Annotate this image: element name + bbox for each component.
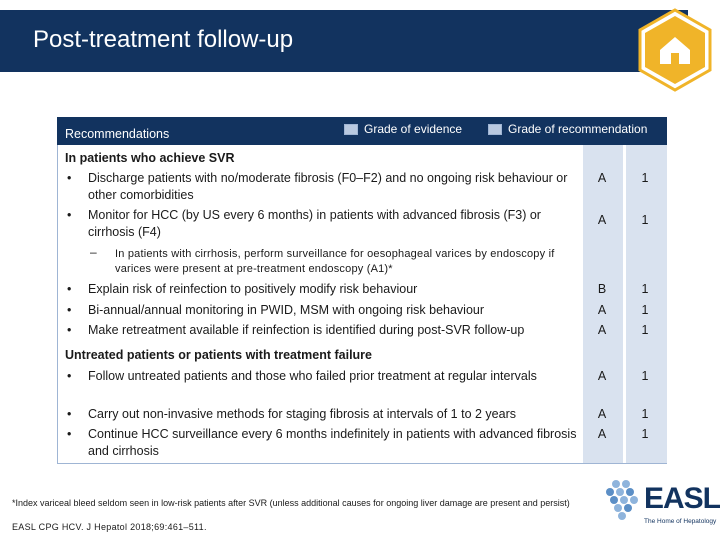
bullet: • — [67, 427, 72, 441]
bullet: • — [67, 208, 72, 222]
list-item: Make retreatment available if reinfection is identified during post-SVR follow-up — [88, 323, 525, 337]
home-icon[interactable] — [638, 8, 712, 92]
list-item: Carry out non-invasive methods for staging fibrosis at intervals of 1 to 2 years — [88, 407, 516, 421]
recommendation-grade: 1 — [641, 213, 649, 227]
table-header — [57, 117, 667, 145]
evidence-grade: A — [597, 303, 607, 317]
easl-logo — [602, 474, 720, 534]
evidence-grade: A — [597, 213, 607, 227]
recommendation-grade: 1 — [641, 407, 649, 421]
recommendation-grade: 1 — [641, 171, 649, 185]
logo-tagline: The Home of Hepatology — [644, 518, 717, 525]
bullet: • — [67, 407, 72, 421]
recommendation-legend — [488, 122, 647, 136]
list-item: Explain risk of reinfection to positively modify risk behaviour — [88, 282, 418, 296]
sub-item: In patients with cirrhosis, perform surveillance for oesophageal varices by endoscopy if varices were present at pre-treatment endoscopy (A1)* — [115, 248, 555, 275]
list-item: Bi-annual/annual monitoring in PWID, MSM with ongoing risk behaviour — [88, 303, 485, 317]
evidence-legend — [344, 122, 462, 136]
recommendation-swatch — [488, 124, 502, 135]
footnote: *Index variceal bleed seldom seen in low-risk patients after SVR (unless additional causes for ongoing liver damage are present and persist) — [12, 498, 570, 508]
evidence-grade: A — [597, 407, 607, 421]
dash: – — [90, 245, 97, 259]
citation: EASL CPG HCV. J Hepatol 2018;69:461–511. — [12, 522, 207, 532]
evidence-grade: A — [597, 323, 607, 337]
evidence-swatch — [344, 124, 358, 135]
page-title: Post-treatment follow-up — [33, 26, 294, 53]
logo-mark-icon — [602, 478, 644, 530]
evidence-legend-label: Grade of evidence — [364, 122, 463, 136]
logo-text: EASL — [644, 482, 720, 515]
list-item: Discharge patients with no/moderate fibrosis (F0–F2) and no ongoing risk behaviour or other comorbidities — [88, 171, 568, 202]
evidence-grade: A — [597, 369, 607, 383]
evidence-grade: A — [597, 171, 607, 185]
recommendation-grade: 1 — [641, 303, 649, 317]
recommendation-grade: 1 — [641, 369, 649, 383]
evidence-grade: B — [597, 282, 607, 296]
list-item: Follow untreated patients and those who failed prior treatment at regular intervals — [88, 369, 537, 383]
section-title-untreated: Untreated patients or patients with treatment failure — [65, 348, 372, 362]
recommendation-grade: 1 — [641, 282, 649, 296]
list-item: Continue HCC surveillance every 6 months indefinitely in patients with advanced fibrosis and cirrhosis — [88, 427, 577, 458]
bullet: • — [67, 369, 72, 383]
section-title-svr: In patients who achieve SVR — [65, 151, 235, 165]
recommendation-grade: 1 — [641, 427, 649, 441]
bullet: • — [67, 323, 72, 337]
bullet: • — [67, 282, 72, 296]
recommendation-legend-label: Grade of recommendation — [508, 122, 648, 136]
recommendations-header: Recommendations — [65, 127, 170, 141]
bullet: • — [67, 171, 72, 185]
bullet: • — [67, 303, 72, 317]
evidence-grade: A — [597, 427, 607, 441]
header — [0, 0, 720, 82]
recommendation-grade: 1 — [641, 323, 649, 337]
list-item: Monitor for HCC (by US every 6 months) in patients with advanced fibrosis (F3) or cirrhosis (F4) — [88, 208, 541, 239]
